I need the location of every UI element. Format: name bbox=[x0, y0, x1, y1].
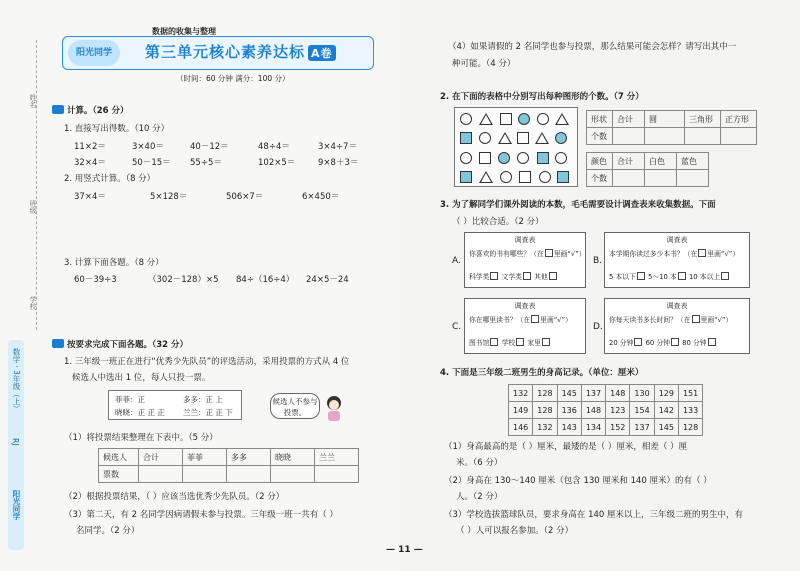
survey-title: 调查表 bbox=[514, 302, 536, 310]
shape-box bbox=[454, 107, 578, 187]
table-cell: 合计 bbox=[613, 153, 645, 170]
table-cell: 149 bbox=[509, 402, 533, 419]
survey-d-options: 20 分钟 60 分钟 80 分钟 bbox=[609, 337, 717, 347]
answer-cell[interactable] bbox=[685, 128, 721, 145]
circle-icon bbox=[537, 113, 549, 125]
circle-icon bbox=[517, 152, 529, 164]
square-icon bbox=[479, 152, 491, 164]
table-cell: 134 bbox=[581, 419, 605, 436]
circle-icon bbox=[460, 152, 472, 164]
girl-illustration-icon bbox=[322, 394, 346, 422]
answer-cell[interactable] bbox=[139, 466, 183, 483]
table-cell: 合计 bbox=[139, 449, 183, 466]
chapter-title: 数据的收集与整理 bbox=[152, 27, 216, 36]
table-cell: 137 bbox=[581, 385, 605, 402]
speech-bubble: 候选人不参与投票。 bbox=[270, 393, 320, 419]
q2-4-p2-line1: （2）身高在 130～140 厘米（包含 130 厘米和 140 厘米）的有（ ） bbox=[444, 476, 712, 486]
survey-c-options: 图书馆 学校 家里 bbox=[469, 337, 551, 347]
calc-8: 55÷5＝ bbox=[190, 158, 222, 168]
blue-square-icon bbox=[537, 152, 549, 164]
answer-cell[interactable] bbox=[645, 170, 677, 187]
q2-1-line1: 1. 三年级一班正在进行“优秀少先队员”的评选活动，采用投票的方式从 4 位 bbox=[64, 357, 350, 367]
expr-3: 84÷（16÷4） bbox=[236, 275, 295, 285]
answer-cell[interactable] bbox=[227, 466, 271, 483]
q2-1-p4-line1: （4）如果请假的 2 名同学也参与投票，那么结果可能会怎样？请写出其中一 bbox=[448, 42, 737, 52]
tally-box bbox=[108, 390, 242, 420]
q2-1-p3-line2: 名同学。（2 分） bbox=[76, 526, 140, 536]
table-cell: 128 bbox=[533, 385, 557, 402]
survey-a bbox=[464, 232, 586, 288]
table-cell: 候选人 bbox=[99, 449, 139, 466]
triangle-icon bbox=[479, 171, 493, 183]
blue-circle-icon bbox=[518, 113, 530, 125]
q2-1-line2: 候选人中选出 1 位，每人只投一票。 bbox=[72, 373, 211, 383]
survey-c-question: 你在哪里读书？（在 里画“√”） bbox=[469, 316, 572, 324]
q2-4-p3-line1: （3）学校选拔篮球队员，要求身高在 140 厘米以上，三年级二班的男生中，有 bbox=[444, 510, 744, 520]
brand-logo: 阳光同学 bbox=[68, 40, 120, 66]
table-cell: 圆 bbox=[645, 111, 685, 128]
table-row bbox=[99, 466, 359, 483]
expr-1: 60－39÷3 bbox=[74, 275, 117, 285]
survey-title: 调查表 bbox=[514, 236, 536, 244]
vcalc-2: 5×128＝ bbox=[150, 192, 188, 202]
circle-icon bbox=[500, 171, 512, 183]
calc-9: 102×5＝ bbox=[258, 158, 296, 168]
table-row bbox=[99, 449, 359, 466]
q2-1-p2: （2）根据投票结果，（ ）应该当选优秀少先队员。（2 分） bbox=[64, 492, 285, 502]
q2-1-p3-line1: （3）第二天，有 2 名同学因病请假未参与投票。三年级一班一共有（ ） bbox=[64, 510, 338, 520]
binding-line bbox=[36, 40, 37, 330]
table-cell: 132 bbox=[533, 419, 557, 436]
table-cell: 145 bbox=[654, 419, 678, 436]
q2-4-p1-line2: 米。（6 分） bbox=[456, 458, 503, 468]
table-cell: 152 bbox=[606, 419, 630, 436]
spine-edition: RJ bbox=[11, 438, 20, 446]
table-cell: 兰兰 bbox=[315, 449, 359, 466]
circle-icon bbox=[555, 152, 567, 164]
calc-6: 32×4＝ bbox=[74, 158, 106, 168]
table-cell: 146 bbox=[509, 419, 533, 436]
table-cell: 130 bbox=[630, 385, 654, 402]
calc-7: 50－15＝ bbox=[132, 158, 171, 168]
answer-cell[interactable] bbox=[677, 170, 709, 187]
table-cell: 票数 bbox=[99, 466, 139, 483]
triangle-icon bbox=[535, 132, 549, 144]
school-label: 学校 bbox=[29, 296, 37, 310]
q1-3: 3. 计算下面各题。（8 分） bbox=[64, 258, 164, 268]
section-marker bbox=[52, 105, 64, 114]
section-1-title: 计算。（26 分） bbox=[52, 104, 129, 116]
vcalc-1: 37×4＝ bbox=[74, 192, 106, 202]
table-cell: 143 bbox=[557, 419, 581, 436]
page-number: — 11 — bbox=[386, 545, 423, 555]
table-cell: 129 bbox=[654, 385, 678, 402]
q1-1: 1. 直接写出得数。（10 分） bbox=[64, 124, 170, 134]
table-cell: 合计 bbox=[613, 111, 645, 128]
triangle-icon bbox=[555, 113, 569, 125]
q2-2: 2. 在下面的表格中分别写出每种图形的个数。（7 分） bbox=[440, 92, 644, 102]
blue-square-icon bbox=[460, 132, 472, 144]
table-row bbox=[509, 419, 703, 436]
answer-cell[interactable] bbox=[183, 466, 227, 483]
option-b-label[interactable]: B. bbox=[593, 256, 603, 266]
calc-3: 40－12＝ bbox=[190, 142, 229, 152]
answer-cell[interactable] bbox=[613, 128, 645, 145]
color-table bbox=[586, 152, 709, 187]
vcalc-3: 506×7＝ bbox=[226, 192, 264, 202]
triangle-icon bbox=[479, 113, 493, 125]
book-spine bbox=[8, 340, 24, 550]
section-2-title: 按要求完成下面各题。（32 分） bbox=[52, 338, 188, 350]
table-cell: 晓晓 bbox=[271, 449, 315, 466]
table-cell: 个数 bbox=[587, 128, 613, 145]
survey-a-options: 科学类 文学类 其他 bbox=[469, 271, 558, 281]
survey-title: 调查表 bbox=[666, 302, 688, 310]
answer-cell[interactable] bbox=[315, 466, 359, 483]
vcalc-4: 6×450＝ bbox=[302, 192, 340, 202]
circle-icon bbox=[460, 113, 472, 125]
tally-duoduo: 多多：正 上 bbox=[183, 395, 223, 404]
table-row bbox=[587, 128, 757, 145]
survey-c bbox=[464, 298, 586, 354]
table-cell: 151 bbox=[678, 385, 702, 402]
exam-meta: （时间：60 分钟 满分：100 分） bbox=[176, 74, 290, 83]
q2-1-p1: （1）将投票结果整理在下表中。（5 分） bbox=[64, 433, 218, 443]
triangle-icon bbox=[498, 132, 512, 144]
table-row bbox=[509, 385, 703, 402]
tally-xiaoxiao: 晓晓：正 正 正 bbox=[115, 408, 165, 417]
square-icon bbox=[500, 113, 512, 125]
square-icon bbox=[519, 171, 531, 183]
level-badge: A卷 bbox=[308, 45, 336, 61]
table-cell: 多多 bbox=[227, 449, 271, 466]
table-row bbox=[587, 111, 757, 128]
table-cell: 142 bbox=[654, 402, 678, 419]
q1-2: 2. 用竖式计算。（8 分） bbox=[64, 174, 156, 184]
table-cell: 颜色 bbox=[587, 153, 613, 170]
table-row bbox=[509, 402, 703, 419]
q2-4-p3-line2: （ ）人可以报名参加。（2 分） bbox=[456, 526, 574, 536]
square-icon bbox=[517, 132, 529, 144]
q2-4: 4. 下面是三年级二班男生的身高记录。（单位：厘米） bbox=[440, 368, 644, 378]
table-cell: 137 bbox=[630, 419, 654, 436]
answer-cell[interactable] bbox=[271, 466, 315, 483]
page-title: 第三单元核心素养达标 bbox=[145, 43, 306, 61]
table-cell: 148 bbox=[581, 402, 605, 419]
answer-cell[interactable] bbox=[721, 128, 757, 145]
expr-2: （302－128）×5 bbox=[148, 275, 219, 285]
table-cell: 132 bbox=[509, 385, 533, 402]
survey-title: 调查表 bbox=[666, 236, 688, 244]
table-cell: 蓝色 bbox=[677, 153, 709, 170]
table-cell: 154 bbox=[630, 402, 654, 419]
q2-4-p2-line2: 人。（2 分） bbox=[456, 492, 503, 502]
spine-title: 数学 · 3年级（上） bbox=[12, 348, 21, 413]
spine-logo: 阳光同学 bbox=[12, 490, 21, 520]
answer-cell[interactable] bbox=[613, 170, 645, 187]
option-d-label[interactable]: D. bbox=[593, 322, 603, 332]
calc-5: 3×4÷7＝ bbox=[318, 142, 357, 152]
table-cell: 正方形 bbox=[721, 111, 757, 128]
height-table bbox=[508, 384, 703, 436]
blue-circle-icon bbox=[498, 152, 510, 164]
q2-3-line1: 3. 为了解同学们课外阅读的本数，毛毛需要设计调查表来收集数据。下面 bbox=[440, 200, 716, 210]
calc-1: 11×2＝ bbox=[74, 142, 106, 152]
q2-1-p4-line2: 种可能。（4 分） bbox=[452, 59, 516, 69]
table-cell: 128 bbox=[533, 402, 557, 419]
calc-2: 3×40＝ bbox=[132, 142, 164, 152]
table-cell: 三角形 bbox=[685, 111, 721, 128]
survey-d bbox=[604, 298, 750, 354]
table-row bbox=[587, 153, 709, 170]
class-label: 班级 bbox=[29, 200, 37, 214]
table-cell: 菲菲 bbox=[183, 449, 227, 466]
expr-4: 24×5－24 bbox=[306, 275, 349, 285]
table-cell: 形状 bbox=[587, 111, 613, 128]
blue-square-icon bbox=[460, 171, 472, 183]
blue-square-icon bbox=[557, 171, 569, 183]
table-cell: 145 bbox=[557, 385, 581, 402]
circle-icon bbox=[539, 171, 551, 183]
circle-icon bbox=[479, 132, 491, 144]
table-cell: 123 bbox=[606, 402, 630, 419]
blue-circle-icon bbox=[555, 132, 567, 144]
shape-table bbox=[586, 110, 757, 145]
tally-feifei: 菲菲：正 bbox=[115, 395, 145, 404]
table-row bbox=[587, 170, 709, 187]
name-label: 姓名 bbox=[29, 94, 37, 108]
table-cell: 白色 bbox=[645, 153, 677, 170]
table-cell: 148 bbox=[606, 385, 630, 402]
q2-4-p1-line1: （1）身高最高的是（ ）厘米，最矮的是（ ）厘米，相差（ ）厘 bbox=[444, 442, 688, 452]
survey-d-question: 你每天读书多长时间？（在 里画“√”） bbox=[609, 316, 733, 324]
survey-b bbox=[604, 232, 750, 288]
table-cell: 128 bbox=[678, 419, 702, 436]
q2-3-line2: （ ）比较合适。（2 分） bbox=[452, 217, 544, 227]
option-a-label[interactable]: A. bbox=[452, 256, 461, 266]
survey-a-question: 你喜欢的书有哪些？（在 里画“√”） bbox=[469, 250, 586, 258]
answer-cell[interactable] bbox=[645, 128, 685, 145]
option-c-label[interactable]: C. bbox=[452, 322, 462, 332]
tally-lanlan: 兰兰：正 正 下 bbox=[183, 408, 233, 417]
section-marker bbox=[52, 339, 64, 348]
table-cell: 136 bbox=[557, 402, 581, 419]
survey-b-options: 5 本以下 5～10 本 10 本以上 bbox=[609, 271, 730, 281]
calc-4: 48÷4＝ bbox=[258, 142, 290, 152]
calc-10: 9×8＋3＝ bbox=[318, 158, 359, 168]
table-cell: 133 bbox=[678, 402, 702, 419]
table-cell: 个数 bbox=[587, 170, 613, 187]
survey-b-question: 本学期你读过多少本书？（在 里画“√”） bbox=[609, 250, 740, 258]
vote-table bbox=[98, 448, 359, 483]
